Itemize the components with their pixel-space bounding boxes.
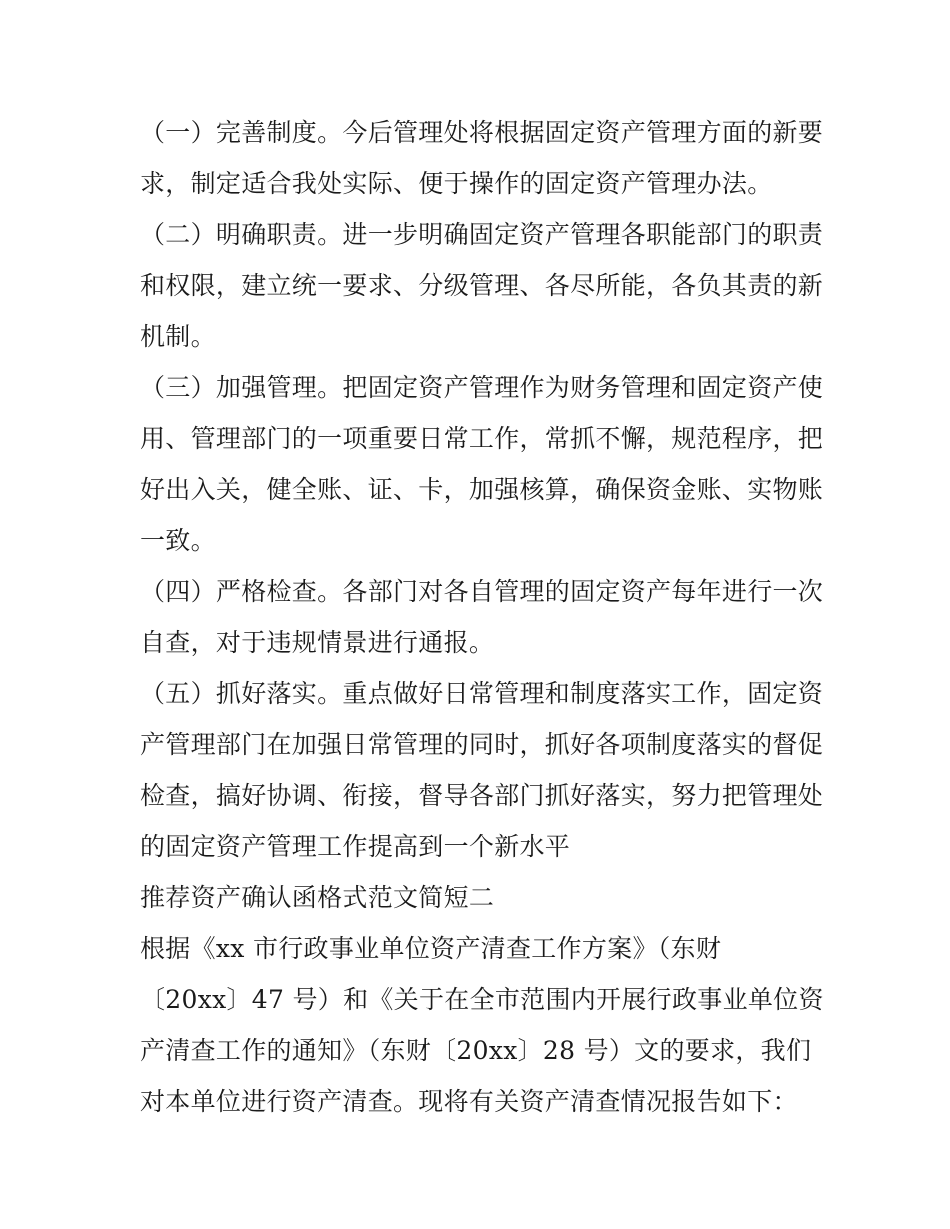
text-line: （一）完善制度。今后管理处将根据固定资产管理方面的新要	[140, 118, 824, 147]
text-line: 产管理部门在加强日常管理的同时，抓好各项制度落实的督促	[140, 730, 824, 759]
text-line: 求，制定适合我处实际、便于操作的固定资产管理办法。	[140, 169, 773, 198]
text-line: 检查，搞好协调、衔接，督导各部门抓好落实，努力把管理处	[140, 781, 824, 810]
text-line: 的固定资产管理工作提高到一个新水平	[140, 832, 571, 861]
text-line: 根据《xx 市行政事业单位资产清查工作方案》（东财	[140, 934, 722, 963]
text-line: 机制。	[140, 322, 216, 351]
text-line: 和权限，建立统一要求、分级管理、各尽所能，各负其责的新	[140, 271, 824, 300]
text-line: 产清查工作的通知》（东财〔20xx〕28 号）文的要求，我们	[140, 1036, 812, 1065]
section-heading: 推荐资产确认函格式范文简短二	[140, 883, 495, 912]
text-line: 自查，对于违规情景进行通报。	[140, 628, 495, 657]
text-line: 对本单位进行资产清查。现将有关资产清查情况报告如下：	[140, 1087, 798, 1116]
text-line: 用、管理部门的一项重要日常工作，常抓不懈，规范程序，把	[140, 424, 824, 453]
text-line: 〔20xx〕47 号）和《关于在全市范围内开展行政事业单位资	[140, 985, 824, 1014]
text-line: 好出入关，健全账、证、卡，加强核算，确保资金账、实物账	[140, 475, 824, 504]
text-line: （四）严格检查。各部门对各自管理的固定资产每年进行一次	[140, 577, 824, 606]
text-line: 一致。	[140, 526, 216, 555]
text-line: （二）明确职责。进一步明确固定资产管理各职能部门的职责	[140, 220, 824, 249]
document-body	[140, 107, 830, 1127]
text-line: （三）加强管理。把固定资产管理作为财务管理和固定资产使	[140, 373, 824, 402]
text-line: （五）抓好落实。重点做好日常管理和制度落实工作，固定资	[140, 679, 824, 708]
